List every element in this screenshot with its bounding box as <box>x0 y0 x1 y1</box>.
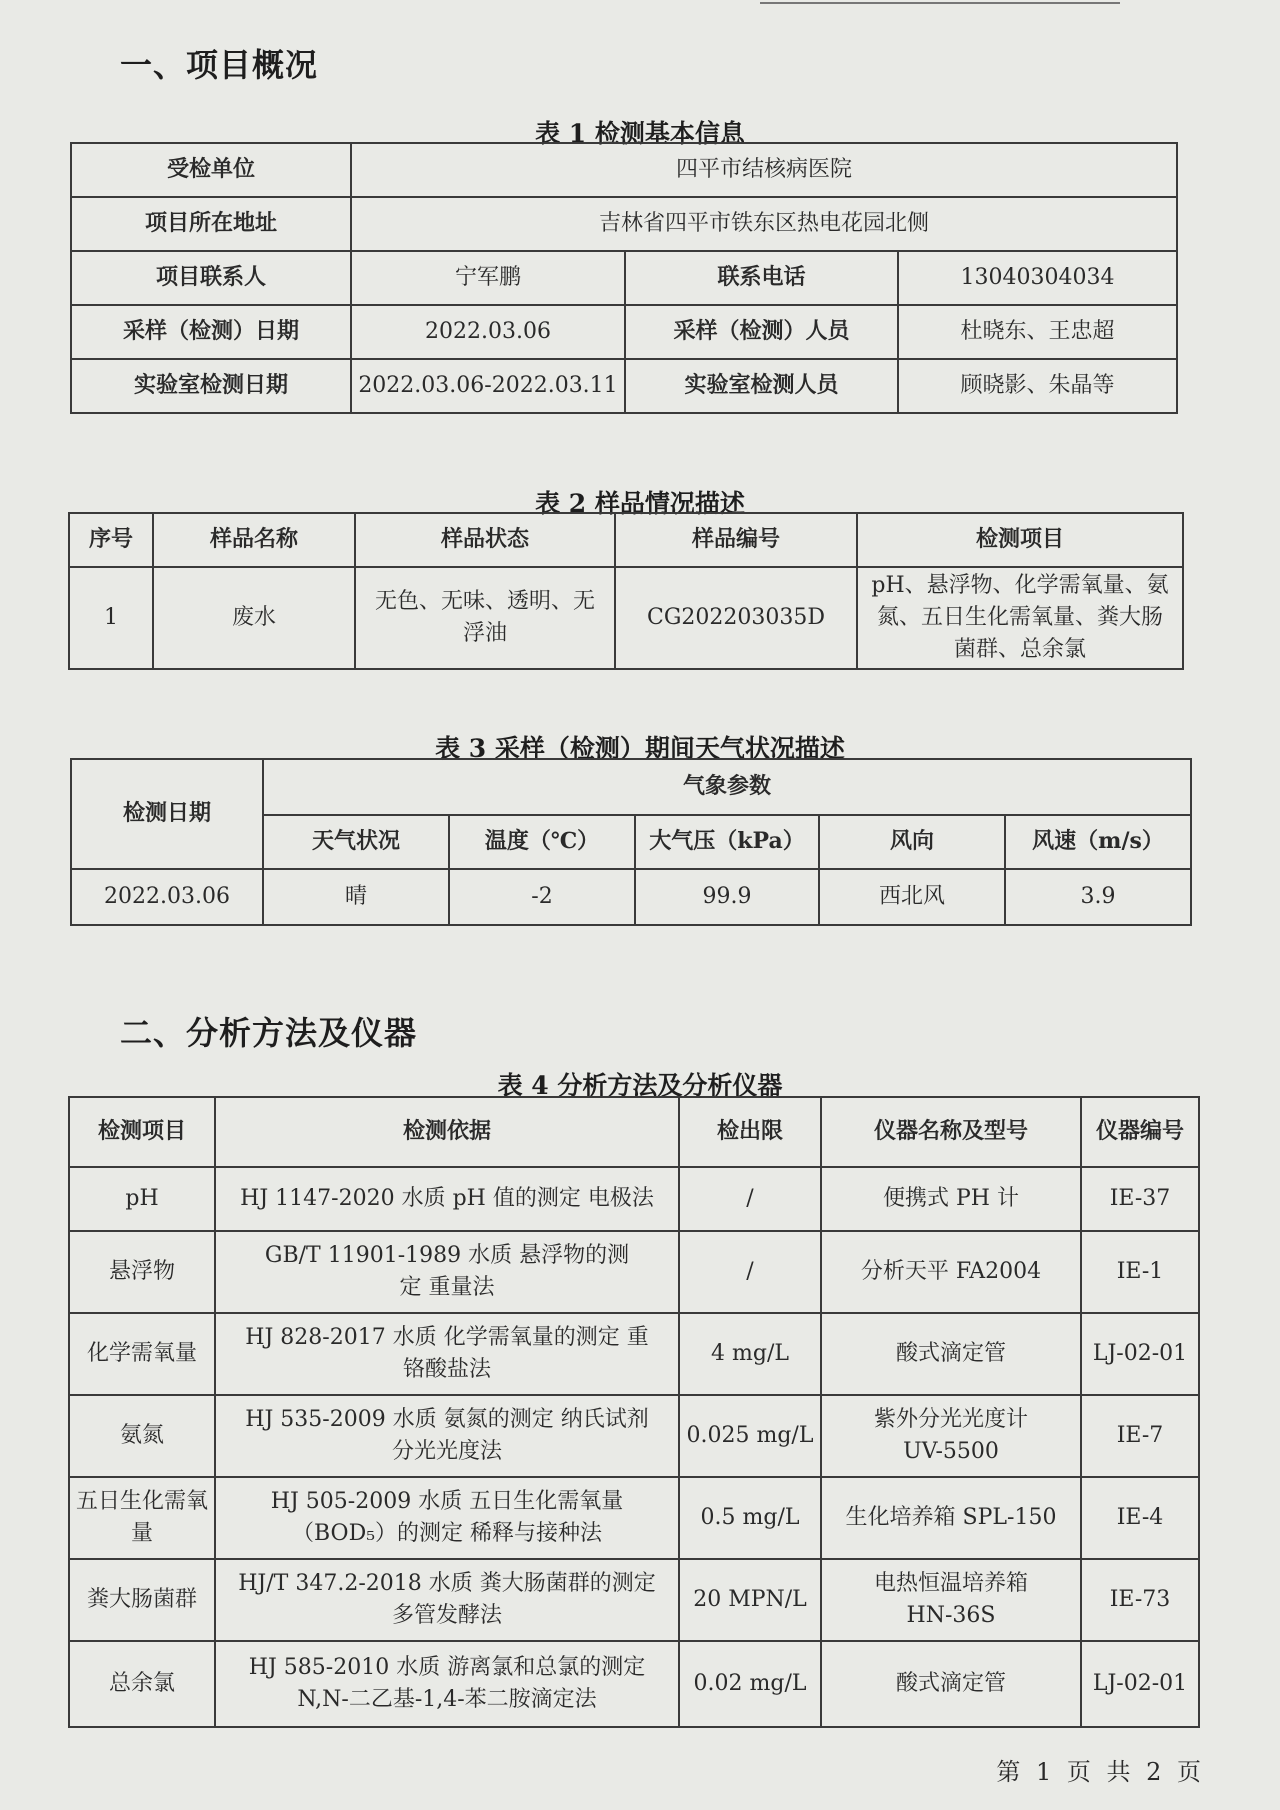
t3-header-pressure: 大气压（kPa） <box>635 815 819 869</box>
section-title-methods: 二、分析方法及仪器 <box>120 1014 418 1052</box>
t2-cell-name: 废水 <box>153 567 355 669</box>
t4-r6-no: LJ-02-01 <box>1081 1641 1199 1727</box>
t3-cell-temp: -2 <box>449 869 635 925</box>
t4-r0-no: IE-37 <box>1081 1167 1199 1231</box>
t1-lab-date-label: 实验室检测日期 <box>71 359 351 413</box>
t4-r2-instrument: 酸式滴定管 <box>821 1313 1081 1395</box>
t4-r4-limit: 0.5 mg/L <box>679 1477 821 1559</box>
t1-lab-staff-value: 顾晓影、朱晶等 <box>898 359 1177 413</box>
t1-lab-date-value: 2022.03.06-2022.03.11 <box>351 359 625 413</box>
table4-methods <box>68 1096 1200 1728</box>
t3-header-wind-speed: 风速（m/s） <box>1005 815 1191 869</box>
t4-r5-limit: 20 MPN/L <box>679 1559 821 1641</box>
t3-cell-weather: 晴 <box>263 869 449 925</box>
t4-r1-limit: / <box>679 1231 821 1313</box>
t4-r1-basis: GB/T 11901-1989 水质 悬浮物的测定 重量法 <box>215 1231 679 1313</box>
t3-header-wind-dir: 风向 <box>819 815 1005 869</box>
table-row <box>69 1167 1199 1231</box>
t1-addr-label: 项目所在地址 <box>71 197 351 251</box>
t1-phone-label: 联系电话 <box>625 251 898 305</box>
t4-r0-item: pH <box>69 1167 215 1231</box>
table1-caption: 表 1 检测基本信息 <box>535 119 745 148</box>
t4-r0-limit: / <box>679 1167 821 1231</box>
t2-header-state: 样品状态 <box>355 513 615 567</box>
t4-r6-instrument: 酸式滴定管 <box>821 1641 1081 1727</box>
t1-contact-value: 宁军鹏 <box>351 251 625 305</box>
t4-r2-item: 化学需氧量 <box>69 1313 215 1395</box>
table3-caption: 表 3 采样（检测）期间天气状况描述 <box>435 734 845 763</box>
t2-header-code: 样品编号 <box>615 513 857 567</box>
t4-r6-basis: HJ 585-2010 水质 游离氯和总氯的测定 N,N-二乙基-1,4-苯二胺滴定法 <box>215 1641 679 1727</box>
t4-r5-basis: HJ/T 347.2-2018 水质 粪大肠菌群的测定 多管发酵法 <box>215 1559 679 1641</box>
t2-header-name: 样品名称 <box>153 513 355 567</box>
t2-header-items: 检测项目 <box>857 513 1183 567</box>
table2-sample-description <box>68 512 1184 670</box>
t4-r3-no: IE-7 <box>1081 1395 1199 1477</box>
t4-r3-basis: HJ 535-2009 水质 氨氮的测定 纳氏试剂分光光度法 <box>215 1395 679 1477</box>
t1-sample-staff-value: 杜晓东、王忠超 <box>898 305 1177 359</box>
t4-r1-instrument: 分析天平 FA2004 <box>821 1231 1081 1313</box>
t3-header-group: 气象参数 <box>263 759 1191 815</box>
t1-addr-value: 吉林省四平市铁东区热电花园北侧 <box>351 197 1177 251</box>
t4-r2-basis: HJ 828-2017 水质 化学需氧量的测定 重铬酸盐法 <box>215 1313 679 1395</box>
table-row <box>69 1231 1199 1313</box>
t4-header-item: 检测项目 <box>69 1097 215 1167</box>
t4-r3-limit: 0.025 mg/L <box>679 1395 821 1477</box>
t4-r2-limit: 4 mg/L <box>679 1313 821 1395</box>
t2-header-index: 序号 <box>69 513 153 567</box>
t4-r4-instrument: 生化培养箱 SPL-150 <box>821 1477 1081 1559</box>
t4-header-instrument-no: 仪器编号 <box>1081 1097 1199 1167</box>
t4-r6-item: 总余氯 <box>69 1641 215 1727</box>
t3-cell-wind-speed: 3.9 <box>1005 869 1191 925</box>
t4-r0-basis: HJ 1147-2020 水质 pH 值的测定 电极法 <box>215 1167 679 1231</box>
t4-r3-item: 氨氮 <box>69 1395 215 1477</box>
table-row <box>69 1395 1199 1477</box>
table-row <box>69 1641 1199 1727</box>
table4-caption: 表 4 分析方法及分析仪器 <box>497 1071 783 1100</box>
t4-r4-item: 五日生化需氧量 <box>69 1477 215 1559</box>
t3-header-temp: 温度（℃） <box>449 815 635 869</box>
t2-cell-code: CG202203035D <box>615 567 857 669</box>
t4-header-basis: 检测依据 <box>215 1097 679 1167</box>
t2-cell-state: 无色、无味、透明、无浮油 <box>355 567 615 669</box>
t4-r4-basis: HJ 505-2009 水质 五日生化需氧量（BOD₅）的测定 稀释与接种法 <box>215 1477 679 1559</box>
t3-cell-wind-dir: 西北风 <box>819 869 1005 925</box>
t4-r4-no: IE-4 <box>1081 1477 1199 1559</box>
t1-phone-value: 13040304034 <box>898 251 1177 305</box>
t1-sample-date-label: 采样（检测）日期 <box>71 305 351 359</box>
top-rule <box>760 2 1120 4</box>
t4-r1-item: 悬浮物 <box>69 1231 215 1313</box>
t1-sample-staff-label: 采样（检测）人员 <box>625 305 898 359</box>
table-row <box>69 1559 1199 1641</box>
table-row <box>69 1313 1199 1395</box>
t3-header-weather: 天气状况 <box>263 815 449 869</box>
t4-r2-no: LJ-02-01 <box>1081 1313 1199 1395</box>
t1-sample-date-value: 2022.03.06 <box>351 305 625 359</box>
table3-weather <box>70 758 1192 926</box>
t4-r5-no: IE-73 <box>1081 1559 1199 1641</box>
t1-contact-label: 项目联系人 <box>71 251 351 305</box>
t1-unit-label: 受检单位 <box>71 143 351 197</box>
t4-r1-no: IE-1 <box>1081 1231 1199 1313</box>
t4-r3-instrument: 紫外分光光度计 UV-5500 <box>821 1395 1081 1477</box>
t4-r5-item: 粪大肠菌群 <box>69 1559 215 1641</box>
t4-r0-instrument: 便携式 PH 计 <box>821 1167 1081 1231</box>
t4-r5-instrument: 电热恒温培养箱 HN-36S <box>821 1559 1081 1641</box>
t4-header-instrument: 仪器名称及型号 <box>821 1097 1081 1167</box>
table2-caption: 表 2 样品情况描述 <box>535 489 745 518</box>
t1-lab-staff-label: 实验室检测人员 <box>625 359 898 413</box>
table1-basic-info <box>70 142 1178 414</box>
t2-cell-index: 1 <box>69 567 153 669</box>
section-title-overview: 一、项目概况 <box>120 46 319 84</box>
page-number: 第 1 页 共 2 页 <box>996 1758 1205 1786</box>
t3-cell-date: 2022.03.06 <box>71 869 263 925</box>
t1-unit-value: 四平市结核病医院 <box>351 143 1177 197</box>
t4-r6-limit: 0.02 mg/L <box>679 1641 821 1727</box>
t3-header-date: 检测日期 <box>71 759 263 869</box>
table-row <box>69 1477 1199 1559</box>
t3-cell-pressure: 99.9 <box>635 869 819 925</box>
t2-cell-items: pH、悬浮物、化学需氧量、氨氮、五日生化需氧量、粪大肠菌群、总余氯 <box>857 567 1183 669</box>
t4-header-limit: 检出限 <box>679 1097 821 1167</box>
